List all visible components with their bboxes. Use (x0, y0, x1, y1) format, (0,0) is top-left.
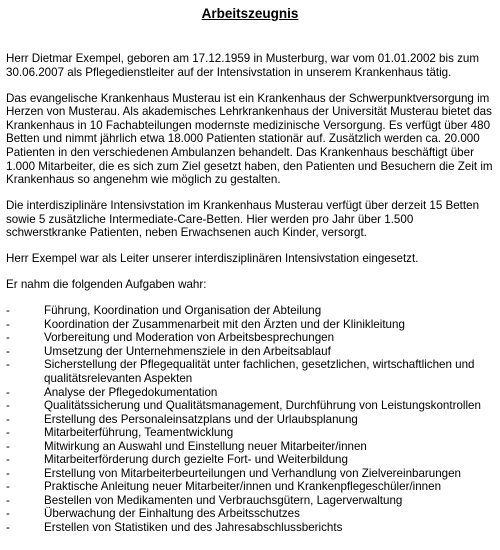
list-item: - Erstellen von Statistiken und des Jahresabschlussberichts (6, 521, 494, 535)
paragraph-hospital: Das evangelische Krankenhaus Musterau ist ein Krankenhaus der Schwerpunktversorgung im Herzen von Musterau. Als akademisches Lehrkrankenhaus der Universität Musterau bietet das Krankenhaus in 10 Fachabteilungen modernste medizinische Versorgung. Es verfügt über 480 Betten und nimmt jährlich etwa 18.000 Patienten stationär auf. Zusätzlich werden ca. 20.000 Patienten in den verschiedenen Ambulanzen behandelt. Das Krankenhaus beschäftigt über 1.000 Mitarbeiter, die es sich zum Ziel gesetzt haben, den Patienten und Besuchern die Zeit im Krankenhaus so angenehm wie möglich zu gestalten. (6, 91, 493, 187)
task-list (6, 304, 494, 534)
list-item: - Sicherstellung der Pflegequalität unter fachlichen, gesetzlichen, wirtschaftlichen und qualitätsrelevanten Aspekten (6, 358, 494, 385)
paragraph-intro: Herr Dietmar Exempel, geboren am 17.12.1959 in Musterburg, war vom 01.01.2002 bis zum 30.06.2007 als Pflegedienstleiter auf der Intensivstation in unserem Krankenhaus tätig. (6, 52, 480, 79)
list-item: - Praktische Anleitung neuer Mitarbeiter/innen und Krankenpflegeschüler/innen (6, 480, 494, 494)
list-item: - Qualitätssicherung und Qualitätsmanagement, Durchführung von Leistungskontrollen (6, 399, 494, 413)
list-item: - Vorbereitung und Moderation von Arbeitsbesprechungen (6, 331, 494, 345)
list-item: - Analyse der Pflegedokumentation (6, 386, 494, 400)
paragraph-tasks-intro: Er nahm die folgenden Aufgaben wahr: (6, 278, 207, 292)
list-item: - Mitarbeiterführung, Teamentwicklung (6, 426, 494, 440)
list-item: - Führung, Koordination und Organisation der Abteilung (6, 304, 494, 318)
document-title: Arbeitszeugnis (201, 6, 299, 21)
list-item: - Mitwirkung an Auswahl und Einstellung neuer Mitarbeiter/innen (6, 440, 494, 454)
list-item: - Erstellung von Mitarbeiterbeurteilungen und Verhandlung von Zielvereinbarungen (6, 467, 494, 481)
list-item: - Mitarbeiterförderung durch gezielte Fort- und Weiterbildung (6, 453, 494, 467)
list-item: - Erstellung des Personaleinsatzplans und der Urlaubsplanung (6, 413, 494, 427)
paragraph-role: Herr Exempel war als Leiter unserer interdisziplinären Intensivstation eingesetzt. (6, 252, 419, 266)
paragraph-icu: Die interdisziplinäre Intensivstation im Krankenhaus Musterau verfügt über derzeit 15 Betten sowie 5 zusätzliche Intermediate-Care-Betten. Hier werden pro Jahr über 1.500 schwerstkranke Patienten, neben Erwachsenen auch Kinder, versorgt. (6, 199, 480, 240)
list-item: - Koordination der Zusammenarbeit mit den Ärzten und der Klinikleitung (6, 318, 494, 332)
list-item: - Überwachung der Einhaltung des Arbeitsschutzes (6, 507, 494, 521)
list-item: - Umsetzung der Unternehmensziele in den Arbeitsablauf (6, 345, 494, 359)
list-item: - Bestellen von Medikamenten und Verbrauchsgütern, Lagerverwaltung (6, 494, 494, 508)
